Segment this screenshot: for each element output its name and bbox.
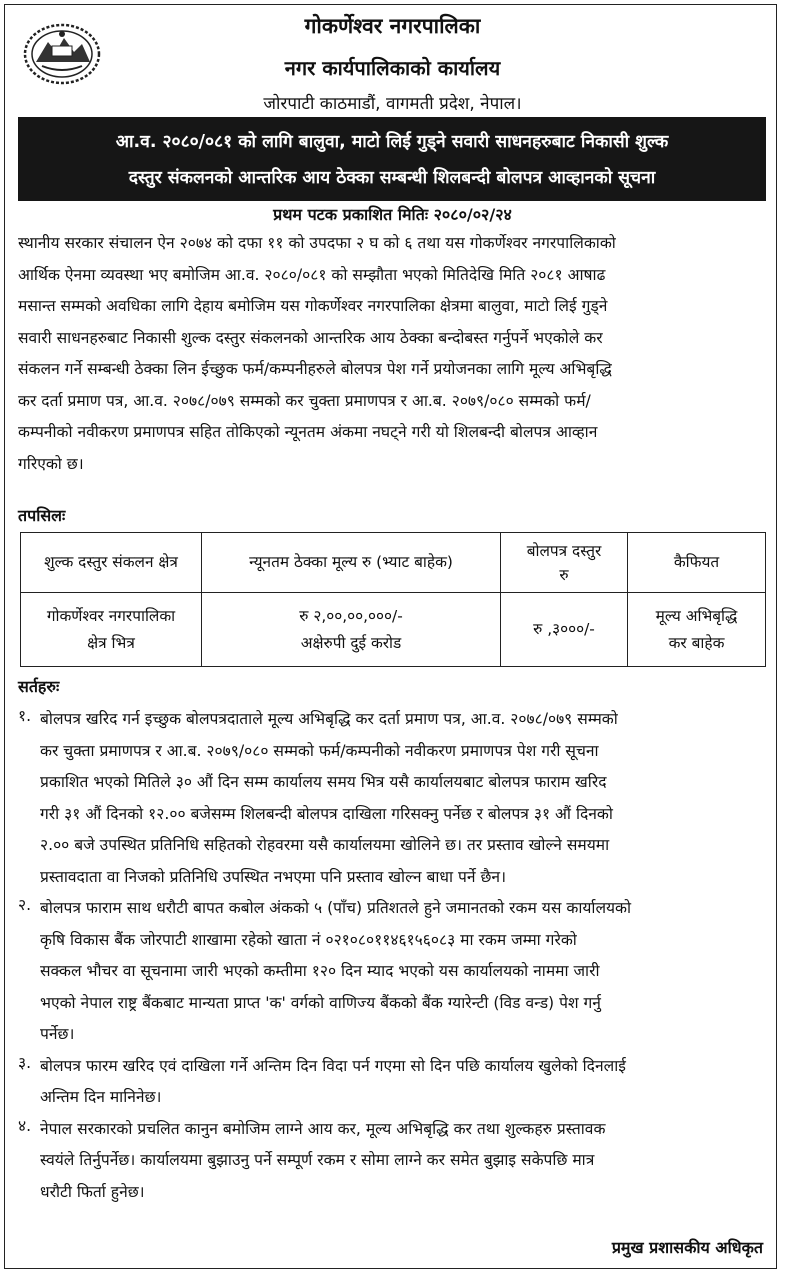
notice-title-line: आ.व. २०८०/०८१ को लागि बालुवा, माटो लिई गुड्ने सवारी साधनहरुबाट निकासी शुल्क — [115, 132, 669, 152]
term-number: २. — [18, 896, 32, 914]
notice-title-banner — [18, 117, 766, 201]
table-header-cell: कैफियत — [628, 533, 766, 593]
term-line: नेपाल सरकारको प्रचलित कानुन बमोजिम लाग्ने आय कर, मूल्य अभिबृद्धि कर तथा शुल्कहरु प्रस्तावक — [40, 1119, 606, 1138]
remark-line: मूल्य अभिबृद्धि — [655, 606, 738, 625]
fee-header-text: बोलपत्र दस्तुर रु — [526, 541, 602, 584]
term-line: प्रकाशित भएको मितिले ३० औं दिन सम्म कार्यालय समय भित्र यसै कार्यालयबाट बोलपत्र फाराम खरिद — [40, 773, 607, 791]
table-header-cell: न्यूनतम ठेक्का मूल्य रु (भ्याट बाहेक) — [202, 533, 501, 593]
body-line: कर दर्ता प्रमाण पत्र, आ.व. २०७८/०७९ सम्मको कर चुक्ता प्रमाणपत्र र आ.ब. २०७९/०८० सम्मको फर्म/ — [18, 391, 591, 410]
notice-title-line: दस्तुर संकलनको आन्तरिक आय ठेक्का सम्बन्धी शिलबन्दी बोलपत्र आव्हानको सूचना — [128, 168, 656, 188]
term-line: पर्नेछ। — [40, 1025, 75, 1043]
office-address: जोरपाटी काठमाडौं, वागमती प्रदेश, नेपाल। — [263, 94, 522, 114]
term-item — [18, 704, 770, 893]
signatory-title: प्रमुख प्रशासकीय अधिकृत — [611, 1238, 763, 1257]
term-item — [18, 1051, 770, 1114]
amount-words: अक्षेरुपी दुई करोड — [300, 633, 402, 652]
body-line: कम्पनीको नवीकरण प्रमाणपत्र सहित तोकिएको न्यूनतम अंकमा नघट्ने गरी यो शिलबन्दी बोलपत्र आव्हान — [18, 423, 598, 441]
term-item — [18, 1114, 770, 1209]
area-line: क्षेत्र भित्र — [87, 633, 135, 652]
publish-date: प्रथम पटक प्रकाशित मितिः २०८०/०२/२४ — [273, 205, 512, 224]
amount-figure: रु २,००,००,०००/- — [299, 606, 403, 625]
terms-label: सर्तहरुः — [18, 677, 60, 696]
term-line: सक्कल भौचर वा सूचनामा जारी भएको कम्तीमा १२० दिन म्याद भएको यस कार्यालयको नाममा जारी — [40, 962, 600, 980]
table-header-cell — [501, 533, 628, 593]
table-row — [21, 593, 766, 667]
table-cell-fee: रु ,३०००/- — [501, 593, 628, 667]
body-line: सवारी साधनहरुबाट निकासी शुल्क दस्तुर संकलनको आन्तरिक आय ठेक्का बन्दोबस्त गर्नुपर्ने भएकोले कर — [18, 328, 603, 347]
table-cell-area — [21, 593, 202, 667]
body-line: संकलन गर्ने सम्बन्धी ठेक्का लिन ईच्छुक फर्म/कम्पनीहरुले बोलपत्र पेश गर्ने प्रयोजनका लागि मूल्य अभिबृद्धि — [18, 360, 612, 378]
term-line: बोलपत्र फारम खरिद एवं दाखिला गर्ने अन्तिम दिन विदा पर्न गएमा सो दिन पछि कार्यालय खुलेको दिनलाई — [40, 1056, 626, 1075]
term-line: कर चुक्ता प्रमाणपत्र र आ.ब. २०७९/०८० सम्मको फर्म/कम्पनीको नवीकरण प्रमाणपत्र पेश गरी सूचना — [40, 741, 599, 760]
term-item — [18, 893, 770, 1051]
term-line: धरौटी फिर्ता हुनेछ। — [40, 1182, 145, 1201]
term-line: स्वयंले तिर्नुपर्नेछ। कार्यालयमा बुझाउनु पर्ने सम्पूर्ण रकम र सोमा लाग्ने कर समेत बुझाइ सकेपछि मात्र — [40, 1151, 595, 1169]
municipality-name: गोकर्णेश्वर नगरपालिका — [304, 14, 481, 38]
area-line: गोकर्णेश्वर नगरपालिका — [46, 606, 176, 625]
notice-body — [18, 228, 768, 480]
table-header-row — [21, 533, 766, 593]
term-number: ३. — [18, 1053, 32, 1072]
term-line: प्रस्तावदाता वा निजको प्रतिनिधि उपस्थित नभएमा पनि प्रस्ताव खोल्न बाधा पर्ने छैन। — [40, 867, 506, 886]
term-line: अन्तिम दिन मानिनेछ। — [40, 1088, 162, 1106]
office-name: नगर कार्यपालिकाको कार्यालय — [284, 56, 501, 80]
term-number: १. — [18, 707, 32, 725]
body-line: स्थानीय सरकार संचालन ऐन २०७४ को दफा ११ को उपदफा २ घ को ६ तथा यस गोकर्णेश्वर नगरपालिकाको — [18, 234, 616, 252]
terms-list — [18, 704, 770, 1208]
fee-table — [20, 532, 766, 667]
term-line: बोलपत्र फाराम साथ धरौटी बापत कबोल अंकको ५ (पाँच) प्रतिशतले हुने जमानतको रकम यस कार्यालयको — [40, 899, 632, 917]
body-line: मसान्त सम्मको अवधिका लागि देहाय बमोजिम यस गोकर्णेश्वर नगरपालिका क्षेत्रमा बालुवा, माटो लिई गुड्ने — [18, 297, 608, 315]
table-cell-amount — [202, 593, 501, 667]
term-line: २.०० बजे उपस्थित प्रतिनिधि सहितको रोहवरमा यसै कार्यालयमा खोलिने छ। तर प्रस्ताव खोल्ने समयमा — [40, 836, 610, 854]
term-line: गरी ३१ औं दिनको १२.०० बजेसम्म शिलबन्दी बोलपत्र दाखिला गरिसक्नु पर्नेछ र बोलपत्र ३१ औं दिनको — [40, 804, 613, 823]
term-line: बोलपत्र खरिद गर्न इच्छुक बोलपत्रदाताले मूल्य अभिबृद्धि कर दर्ता प्रमाण पत्र, आ.व. २०७८/०७९ सम्मको — [40, 710, 618, 728]
table-cell-remark — [628, 593, 766, 667]
schedule-label: तपसिलः — [18, 506, 66, 525]
term-line: भएको नेपाल राष्ट्र बैंकबाट मान्यता प्राप्त 'क' वर्गको वाणिज्य बैंकको बैंक ग्यारेन्टी (विड वन्ड) पेश गर्नु — [40, 993, 601, 1012]
term-number: ४. — [18, 1116, 32, 1135]
remark-line: कर बाहेक — [668, 633, 725, 652]
body-line: गरिएको छ। — [18, 454, 84, 473]
body-line: आर्थिक ऐनमा व्यवस्था भए बमोजिम आ.व. २०८०/०८१ को सम्झौता भएको मितिदेखि मिति २०८१ आषाढ — [18, 265, 606, 284]
table-header-cell: शुल्क दस्तुर संकलन क्षेत्र — [21, 533, 202, 593]
term-line: कृषि विकास बैंक जोरपाटी शाखामा रहेको खाता नं ०२१०८०११४६१५६०८३ मा रकम जम्मा गरेको — [40, 930, 577, 949]
